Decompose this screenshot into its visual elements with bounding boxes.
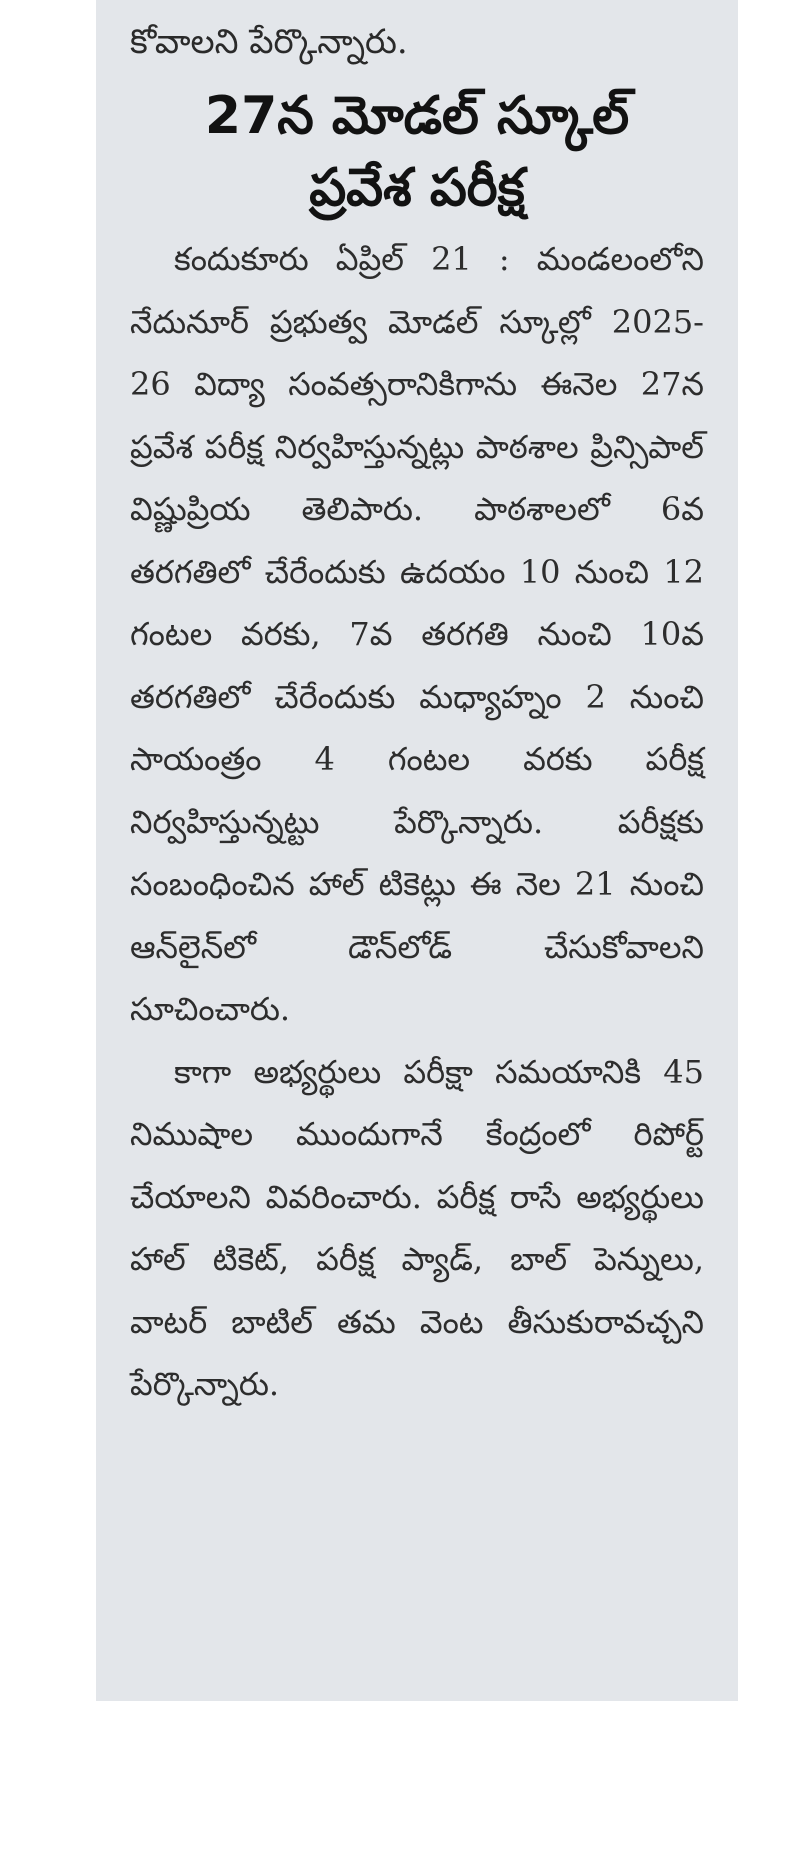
headline-line-2: ప్రవేశ పరీక్ష xyxy=(309,158,525,218)
newspaper-clipping xyxy=(96,0,738,1701)
headline xyxy=(130,80,704,224)
body-paragraph-2: కాగా అభ్యర్థులు పరీక్షా సమయానికి 45 నిముషాల ముందుగానే కేంద్రంలో రిపోర్ట్ చేయాలని వివరించారు. పరీక్ష రాసే అభ్యర్థులు హాల్ టికెట్, పరీక్ష ప్యాడ్, బాల్ పెన్నులు, వాటర్ బాటిల్ తమ వెంట తీసుకురావచ్చని పేర్కొన్నారు. xyxy=(130,1052,704,1403)
headline-line-1: 27న మోడల్ స్కూల్ xyxy=(204,86,630,146)
previous-article-tail: కోవాలని పేర్కొన్నారు. xyxy=(130,22,408,62)
body-paragraph-1: కందుకూరు ఏప్రిల్ 21 : మండలంలోని నేదునూర్ ప్రభుత్వ మోడల్ స్కూల్లో 2025-26 విద్యా సంవత్సరానికిగాను ఈనెల 27న ప్రవేశ పరీక్ష నిర్వహిస్తున్నట్లు పాఠశాల ప్రిన్సిపాల్ విష్ణుప్రియ తెలిపారు. పాఠశాలలో 6వ తరగతిలో చేరేందుకు ఉదయం 10 నుంచి 12 గంటల వరకు, 7వ తరగతి నుంచి 10వ తరగతిలో చేరేందుకు మధ్యాహ్నం 2 నుంచి సాయంత్రం 4 గంటల వరకు పరీక్ష నిర్వహిస్తున్నట్టు పేర్కొన్నారు. పరీక్షకు సంబంధించిన హాల్ టికెట్లు ఈ నెల 21 నుంచి ఆన్‌లైన్‌లో డౌన్‌లోడ్ చేసుకోవాలని సూచించారు. xyxy=(130,240,704,1028)
